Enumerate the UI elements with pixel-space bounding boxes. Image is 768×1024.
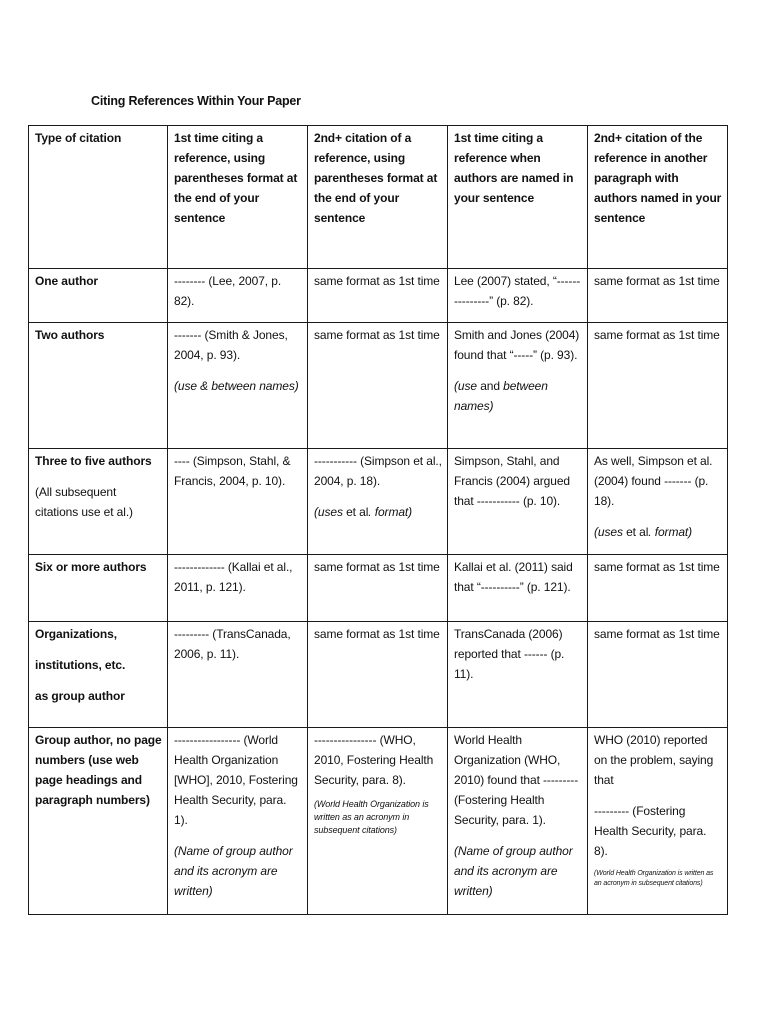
cell-type: Group author, no page numbers (use web page headings and paragraph numbers) [29, 728, 168, 915]
cell-second-named: same format as 1st time [588, 622, 728, 728]
table-row-two-authors [29, 323, 728, 449]
cell-type: Organizations, institutions, etc. as group author [29, 622, 168, 728]
cell-type: Two authors [29, 323, 168, 449]
cell-first-named: TransCanada (2006) reported that ------ (p. 11). [448, 622, 588, 728]
cell-first-parentheses: ---- (Simpson, Stahl, & Francis, 2004, p. 10). [168, 449, 308, 555]
table-row-one-author [29, 269, 728, 323]
cell-second-parentheses: ---------------- (WHO, 2010, Fostering Health Security, para. 8). (World Health Organization is written as an acronym in subsequent citations) [308, 728, 448, 915]
cell-second-parentheses: ----------- (Simpson et al., 2004, p. 18). (uses et al. format) [308, 449, 448, 555]
cell-second-parentheses: same format as 1st time [308, 555, 448, 622]
cell-first-named: Smith and Jones (2004) found that “-----” (p. 93). (use and between names) [448, 323, 588, 449]
usage-note: (use and between names) [454, 379, 548, 413]
cell-first-named: Simpson, Stahl, and Francis (2004) argued that ----------- (p. 10). [448, 449, 588, 555]
header-first-parentheses: 1st time citing a reference, using parentheses format at the end of your sentence [168, 126, 308, 269]
table-row-six-or-more [29, 555, 728, 622]
cell-second-named: As well, Simpson et al. (2004) found ------- (p. 18). (uses et al. format) [588, 449, 728, 555]
header-first-named: 1st time citing a reference when authors are named in your sentence [448, 126, 588, 269]
cell-second-named: WHO (2010) reported on the problem, saying that --------- (Fostering Health Security, para. 8). (World Health Organization is written as an acronym in subsequent citations) [588, 728, 728, 915]
cell-first-named: Lee (2007) stated, “---------------” (p. 82). [448, 269, 588, 323]
cell-type: Six or more authors [29, 555, 168, 622]
cell-second-named: same format as 1st time [588, 269, 728, 323]
cell-type: One author [29, 269, 168, 323]
usage-note: (Name of group author and its acronym are written) [174, 844, 293, 898]
usage-note: (use & between names) [174, 379, 299, 393]
cell-first-parentheses: ----------------- (World Health Organization [WHO], 2010, Fostering Health Security, para. 1). (Name of group author and its acronym are written) [168, 728, 308, 915]
cell-first-parentheses: ------------- (Kallai et al., 2011, p. 121). [168, 555, 308, 622]
cell-second-named: same format as 1st time [588, 555, 728, 622]
usage-note: (World Health Organization is written as an acronym in subsequent citations) [314, 799, 429, 835]
usage-note: (All subsequent citations use et al.) [35, 485, 133, 519]
usage-note: (uses et al. format) [594, 525, 693, 539]
cell-type: Three to five authors (All subsequent citations use et al.) [29, 449, 168, 555]
cell-first-parentheses: --------- (TransCanada, 2006, p. 11). [168, 622, 308, 728]
citation-table [28, 125, 728, 915]
table-row-three-to-five [29, 449, 728, 555]
header-second-named: 2nd+ citation of the reference in another paragraph with authors named in your sentence [588, 126, 728, 269]
table-row-organizations [29, 622, 728, 728]
header-type-of-citation: Type of citation [29, 126, 168, 269]
cell-second-parentheses: same format as 1st time [308, 269, 448, 323]
table-header-row [29, 126, 728, 269]
cell-second-named: same format as 1st time [588, 323, 728, 449]
cell-first-named: World Health Organization (WHO, 2010) found that --------- (Fostering Health Security, para. 1). (Name of group author and its acronym are written) [448, 728, 588, 915]
cell-first-named: Kallai et al. (2011) said that “----------” (p. 121). [448, 555, 588, 622]
cell-second-parentheses: same format as 1st time [308, 622, 448, 728]
cell-first-parentheses: ------- (Smith & Jones, 2004, p. 93). (use & between names) [168, 323, 308, 449]
usage-note: (uses et al. format) [314, 505, 413, 519]
table-row-group-no-pages [29, 728, 728, 915]
page-title: Citing References Within Your Paper [91, 94, 301, 108]
usage-note: (World Health Organization is written as an acronym in subsequent citations) [594, 870, 714, 887]
header-second-parentheses: 2nd+ citation of a reference, using parentheses format at the end of your sentence [308, 126, 448, 269]
usage-note: (Name of group author and its acronym are written) [454, 844, 573, 898]
cell-first-parentheses: -------- (Lee, 2007, p. 82). [168, 269, 308, 323]
cell-second-parentheses: same format as 1st time [308, 323, 448, 449]
